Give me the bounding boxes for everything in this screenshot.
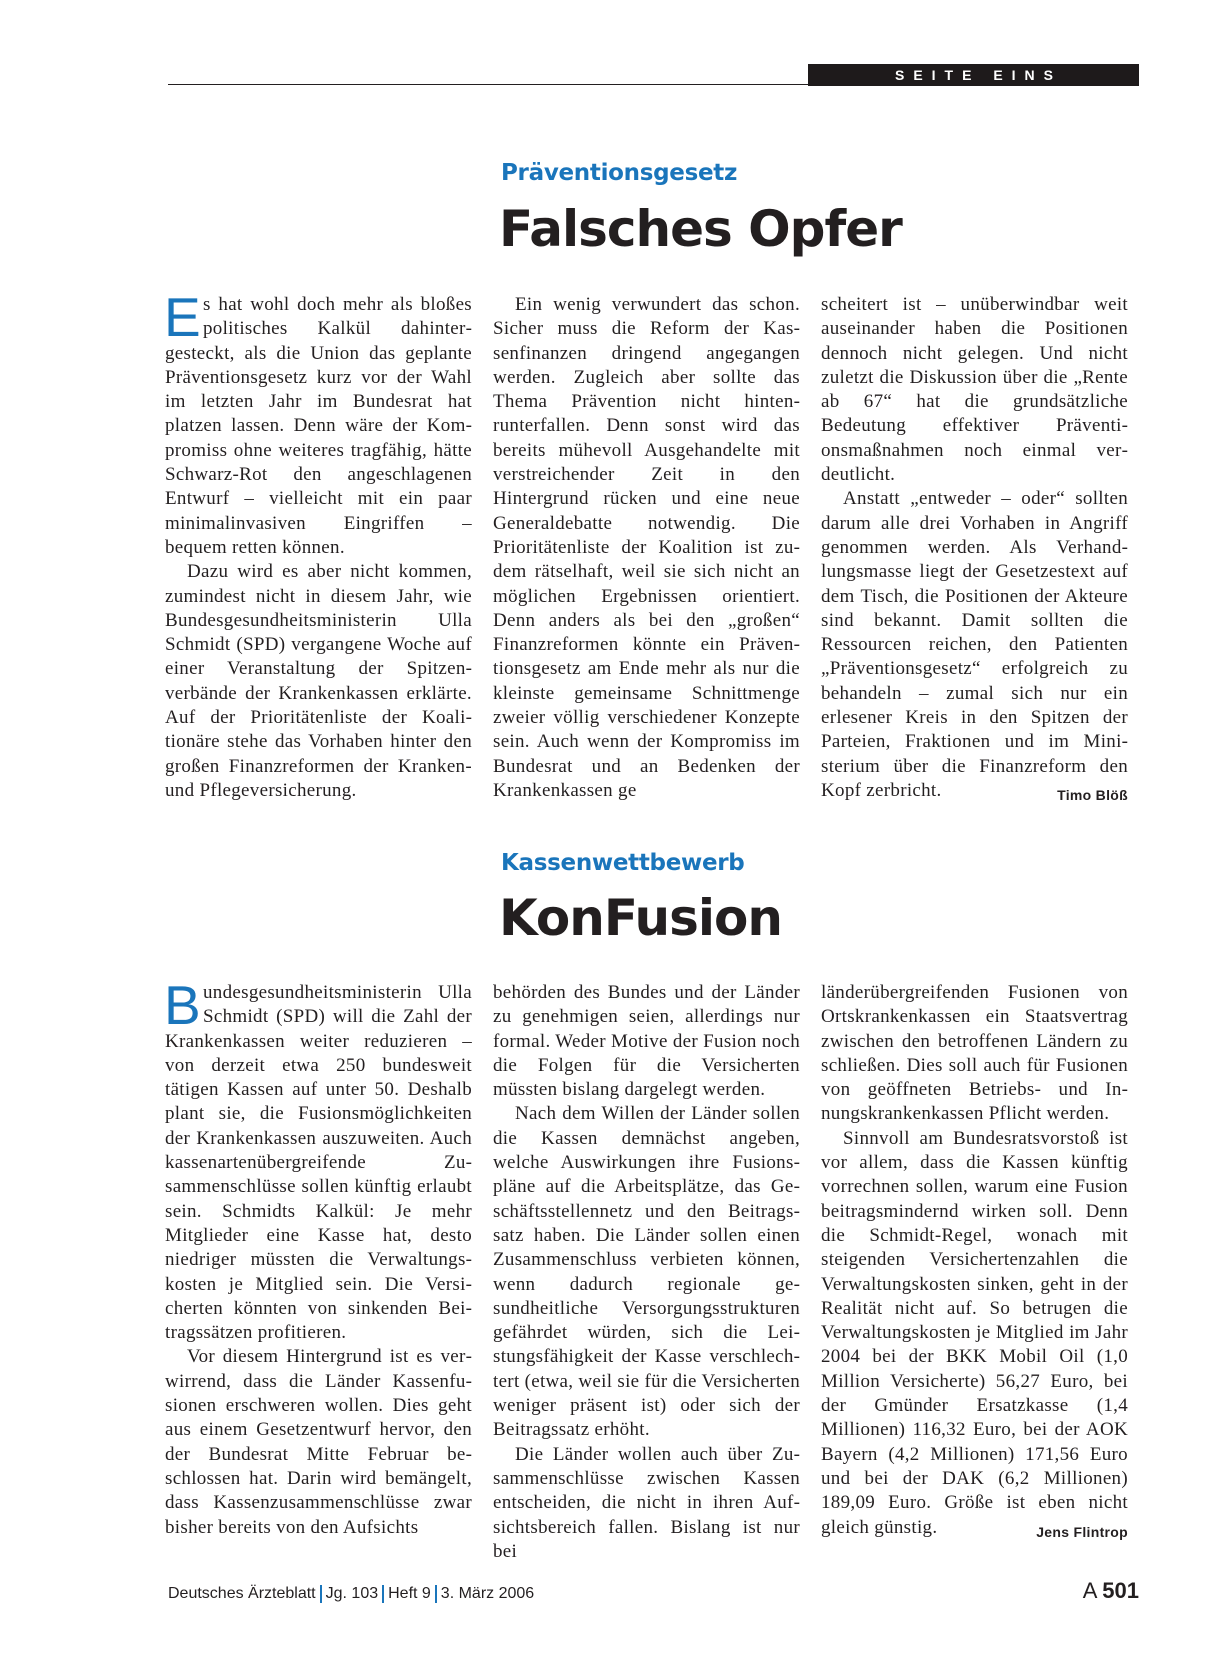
volume: Jg. 103	[325, 1585, 379, 1602]
footer-separator	[320, 1585, 322, 1603]
article1-headline: Falsches Opfer	[499, 200, 902, 258]
article2-paragraph: Vor diesem Hintergrund ist es verwirrend, dass die Länder Kassenfusionen erschweren wollen. Dies geht aus einem Gesetzentwurf hervor, den der Bundesrat Mitte Februar beschlossen hat. Darin wird bemängelt, dass Kassenzusammenschlüsse zwar bisher bereits von den Aufsichts	[165, 1346, 472, 1538]
page-number-value: 501	[1102, 1578, 1139, 1603]
article1-paragraph: Ein wenig verwundert das schon. Sicher muss die Reform der Kassenfinanzen dringend angegangen werden. Zugleich aber sollte das Thema Prävention nicht hintenrunterfallen. Denn sonst wird das bereits mühevoll Ausgehandelte mit verstreichender Zeit in den Hintergrund rücken und eine neue Generaldebatte notwendig. Die Prioritätenliste der Koalition ist zudem rätselhaft, weil sie sich nicht an möglichen Ergebnissen orientiert. Denn anders als bei den „großen“ Finanzreformen könnte ein Präventionsgesetz am Ende mehr als nur die kleinste gemeinsame Schnittmenge zweier völlig verschiedener Konzepte sein. Auch wenn der Kompromiss im Bundesrat und an Bedenken der Krankenkassen ge	[493, 294, 800, 801]
article1-dropcap: E	[164, 286, 201, 348]
article2-dropcap: B	[164, 974, 201, 1036]
article2-paragraph: Bundesgesundheitsministerin Ulla Schmidt (SPD) will die Zahl der Krankenkassen weiter reduzieren – von derzeit etwa 250 bundesweit tätigen Kassen auf unter 50. Deshalb plant sie, die Fusionsmöglichkeiten der Krankenkassen auszuweiten. Auch kassenartenübergreifende Zusammenschlüsse sollen künftig erlaubt sein. Schmidts Kalkül: Je mehr Mitglieder eine Kasse hat, desto niedriger müssten die Verwaltungskosten je Mitglied sein. Die Versicherten könnten von sinkenden Beitragssätzen profitieren.	[164, 974, 472, 1344]
article2-author: Jens Flintrop	[1036, 1523, 1128, 1540]
article1-paragraph: Dazu wird es aber nicht kommen, zumindest nicht in diesem Jahr, wie Bundesgesundheitsministerin Ulla Schmidt (SPD) vergangene Woche auf einer Veranstaltung der Spitzenverbände der Krankenkassen erklärte. Auf der Prioritätenliste der Koalitionäre stehe das Vorhaben hinter den großen Finanzreformen der Kranken- und Pflegeversicherung.	[165, 561, 472, 801]
section-label: SEITE EINS	[808, 64, 1139, 86]
issue-date: 3. März 2006	[440, 1585, 535, 1602]
article1-paragraph: Anstatt „entweder – oder“ sollten darum alle drei Vorhaben in Angriff genommen werden. Als Verhandlungsmasse liegt der Gesetzestext auf dem Tisch, die Positionen der Akteure sind bekannt. Damit sollten die Ressourcen reichen, den Patienten „Präventionsgesetz“ erfolgreich zu behandeln – zumal sich nur ein erlesener Kreis in den Spitzen der Parteien, Fraktionen und im Ministerium über die Finanzreform den Kopf zerbricht. Timo Blöß	[821, 487, 1128, 803]
article2-headline: KonFusion	[499, 889, 782, 947]
article1-column-2	[493, 293, 800, 803]
article2-column-2	[493, 981, 800, 1564]
article2-paragraph: Nach dem Willen der Länder sollen die Kassen demnächst angeben, welche Auswirkungen ihre Fusionspläne auf die Arbeitsplätze, das Geschäftsstellennetz und den Beitragssatz haben. Die Länder sollen einen Zusammenschluss verbieten können, wenn dadurch regionale gesundheitliche Versorgungsstrukturen gefährdet würden, sich die Leistungsfähigkeit der Kasse verschlechtert (etwa, weil sie für die Versicherten weniger präsent ist) oder sich der Beitragssatz erhöht.	[493, 1103, 800, 1441]
article1-paragraph: scheitert ist – unüberwindbar weit auseinander haben die Positionen dennoch nicht gelegen. Und nicht zuletzt die Diskussion über die „Rente ab 67“ hat die grundsätzliche Bedeutung effektiver Präventionsmaßnahmen noch einmal verdeutlicht.	[821, 294, 1128, 486]
article1-kicker: Präventionsgesetz	[501, 160, 738, 186]
article2-column-3	[821, 981, 1128, 1544]
page-footer	[168, 1585, 534, 1603]
article1-paragraph: Es hat wohl doch mehr als bloßes politisches Kalkül dahintergesteckt, als die Union das geplante Präventionsgesetz kurz vor der Wahl im letzten Jahr im Bundesrat hat platzen lassen. Denn wäre der Kompromiss ohne weiteres tragfähig, hätte Schwarz-Rot den angeschlagenen Entwurf – vielleicht mit ein paar minimalinvasiven Eingriffen – bequem retten können.	[164, 286, 472, 558]
journal-name: Deutsches Ärzteblatt	[168, 1585, 316, 1602]
article2-paragraph: Die Länder wollen auch über Zusammenschlüsse zwischen Kassen entscheiden, die nicht in ihren Aufsichtsbereich fallen. Bislang ist nur bei	[493, 1443, 800, 1562]
article2-column-1	[164, 974, 472, 1540]
issue: Heft 9	[388, 1585, 431, 1602]
article2-paragraph: behörden des Bundes und der Länder zu genehmigen seien, allerdings nur formal. Weder Motive der Fusion noch die Folgen für die Versicherten müssten bislang dargelegt werden.	[493, 982, 800, 1101]
article1-column-3	[821, 293, 1128, 807]
article1-column-1	[164, 286, 472, 803]
page-number	[1083, 1578, 1139, 1604]
article2-paragraph: länderübergreifenden Fusionen von Ortskrankenkassen ein Staatsvertrag zwischen den betroffenen Ländern zu schließen. Dies soll auch für Fusionen von geöffneten Betriebs- und Innungskrankenkassen Pflicht werden.	[821, 982, 1128, 1125]
footer-separator	[435, 1585, 437, 1603]
article1-author: Timo Blöß	[1057, 786, 1128, 803]
page-prefix: A	[1082, 1578, 1097, 1603]
article2-kicker: Kassenwettbewerb	[501, 850, 745, 876]
article2-paragraph: Sinnvoll am Bundesratsvorstoß ist vor allem, dass die Kassen künftig vorrechnen sollen, warum eine Fusion beitragsmindernd wirken soll. Denn die Schmidt-Regel, wonach mit steigenden Versichertenzahlen die Verwaltungskosten sinken, geht in der Realität nicht auf. So betrugen die Verwaltungskosten je Mitglied im Jahr 2004 bei der BKK Mobil Oil (1,0 Million Versicherte) 56,27 Euro, bei der Gmünder Ersatzkasse (1,4 Millionen) 116,32 Euro, bei der AOK Bayern (4,2 Millionen) 171,56 Euro und bei der DAK (6,2 Millionen) 189,09 Euro. Größe ist eben nicht gleich günstig. Jens Flintrop	[821, 1127, 1128, 1540]
footer-separator	[382, 1585, 384, 1603]
